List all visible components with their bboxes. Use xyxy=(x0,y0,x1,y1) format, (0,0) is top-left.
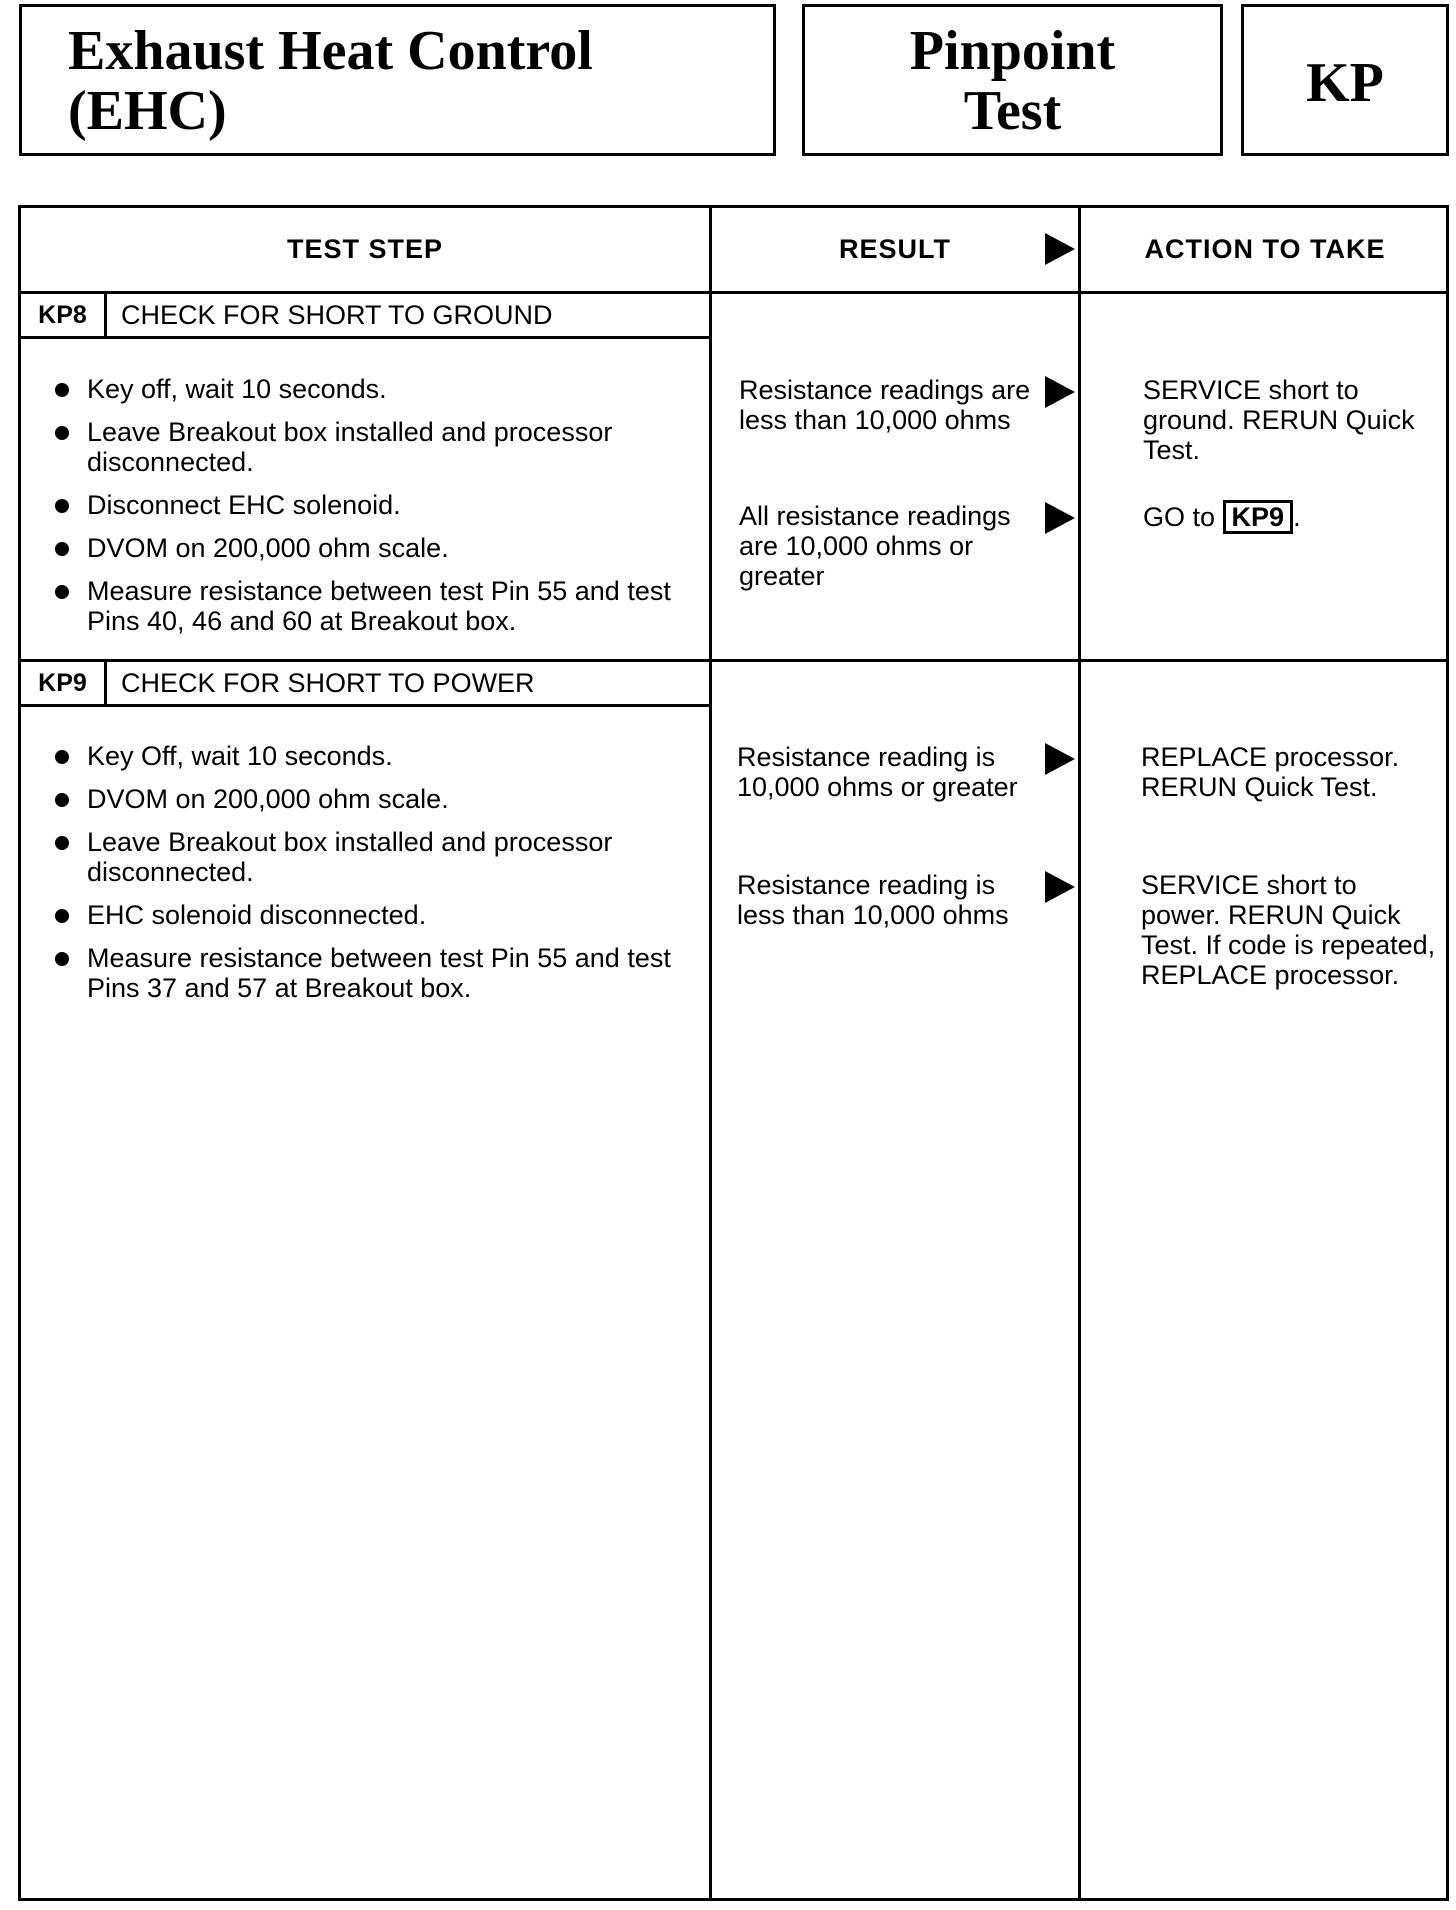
result-text: Resistance readings are less than 10,000 ohms xyxy=(739,375,1031,435)
result-text: Resistance reading is less than 10,000 ohms xyxy=(737,870,1009,930)
step-kp8-instructions xyxy=(47,374,687,649)
goto-suffix: . xyxy=(1293,502,1301,532)
step-kp9-instructions xyxy=(47,741,687,1016)
header-action: ACTION TO TAKE xyxy=(1144,234,1386,264)
goto-step-tag[interactable]: KP9 xyxy=(1223,500,1294,534)
result-text: All resistance readings are 10,000 ohms or greater xyxy=(739,501,1011,591)
instruction-item: Disconnect EHC solenoid. xyxy=(47,490,687,520)
step-title: CHECK FOR SHORT TO GROUND xyxy=(121,299,553,330)
instruction-item: Key Off, wait 10 seconds. xyxy=(47,741,687,771)
instruction-item: Measure resistance between test Pin 55 and test Pins 40, 46 and 60 at Breakout box. xyxy=(47,576,687,636)
header-result xyxy=(712,208,1078,291)
instruction-item: EHC solenoid disconnected. xyxy=(47,900,687,930)
action-text: SERVICE short to power. RERUN Quick Test. If code is repeated, REPLACE processor. xyxy=(1141,870,1436,990)
instruction-item: Key off, wait 10 seconds. xyxy=(47,374,687,404)
test-type-line-1: Pinpoint xyxy=(909,20,1116,82)
column-divider xyxy=(1078,208,1081,1898)
action-text xyxy=(1143,500,1443,534)
result-text: Resistance reading is 10,000 ohms or greater xyxy=(737,742,1018,802)
step-title: CHECK FOR SHORT TO POWER xyxy=(121,667,535,698)
code-box xyxy=(1241,4,1449,156)
test-type-box xyxy=(802,4,1223,156)
title-line-2: (EHC) xyxy=(68,80,227,142)
goto-label: GO to xyxy=(1143,502,1216,532)
arrow-icon xyxy=(1045,502,1075,534)
test-type xyxy=(805,21,1220,141)
title-box xyxy=(19,4,776,156)
step-header-divider xyxy=(21,336,709,339)
arrow-icon xyxy=(1045,743,1075,775)
title-line-1: Exhaust Heat Control xyxy=(68,20,593,82)
test-type-line-2: Test xyxy=(963,80,1062,142)
instruction-item: DVOM on 200,000 ohm scale. xyxy=(47,533,687,563)
step-id: KP8 xyxy=(21,294,107,336)
instruction-item: Leave Breakout box installed and processor disconnected. xyxy=(47,827,687,887)
step-kp9-header xyxy=(21,662,709,704)
action-text: SERVICE short to ground. RERUN Quick Test. xyxy=(1143,375,1415,465)
arrow-icon xyxy=(1045,871,1075,903)
arrow-icon xyxy=(1045,233,1075,265)
column-divider xyxy=(709,208,712,1898)
step-id: KP9 xyxy=(21,662,107,704)
step-kp8-header xyxy=(21,294,709,336)
step-header-divider xyxy=(21,704,709,707)
page-title xyxy=(68,21,593,141)
header-test-step: TEST STEP xyxy=(286,234,444,264)
instruction-item: Leave Breakout box installed and processor disconnected. xyxy=(47,417,687,477)
instruction-item: DVOM on 200,000 ohm scale. xyxy=(47,784,687,814)
header-result-label: RESULT xyxy=(839,234,951,264)
test-code: KP xyxy=(1306,52,1384,114)
instruction-item: Measure resistance between test Pin 55 and test Pins 37 and 57 at Breakout box. xyxy=(47,943,687,1003)
pinpoint-table xyxy=(18,205,1449,1901)
action-text: REPLACE processor. RERUN Quick Test. xyxy=(1141,742,1400,802)
arrow-icon xyxy=(1045,376,1075,408)
